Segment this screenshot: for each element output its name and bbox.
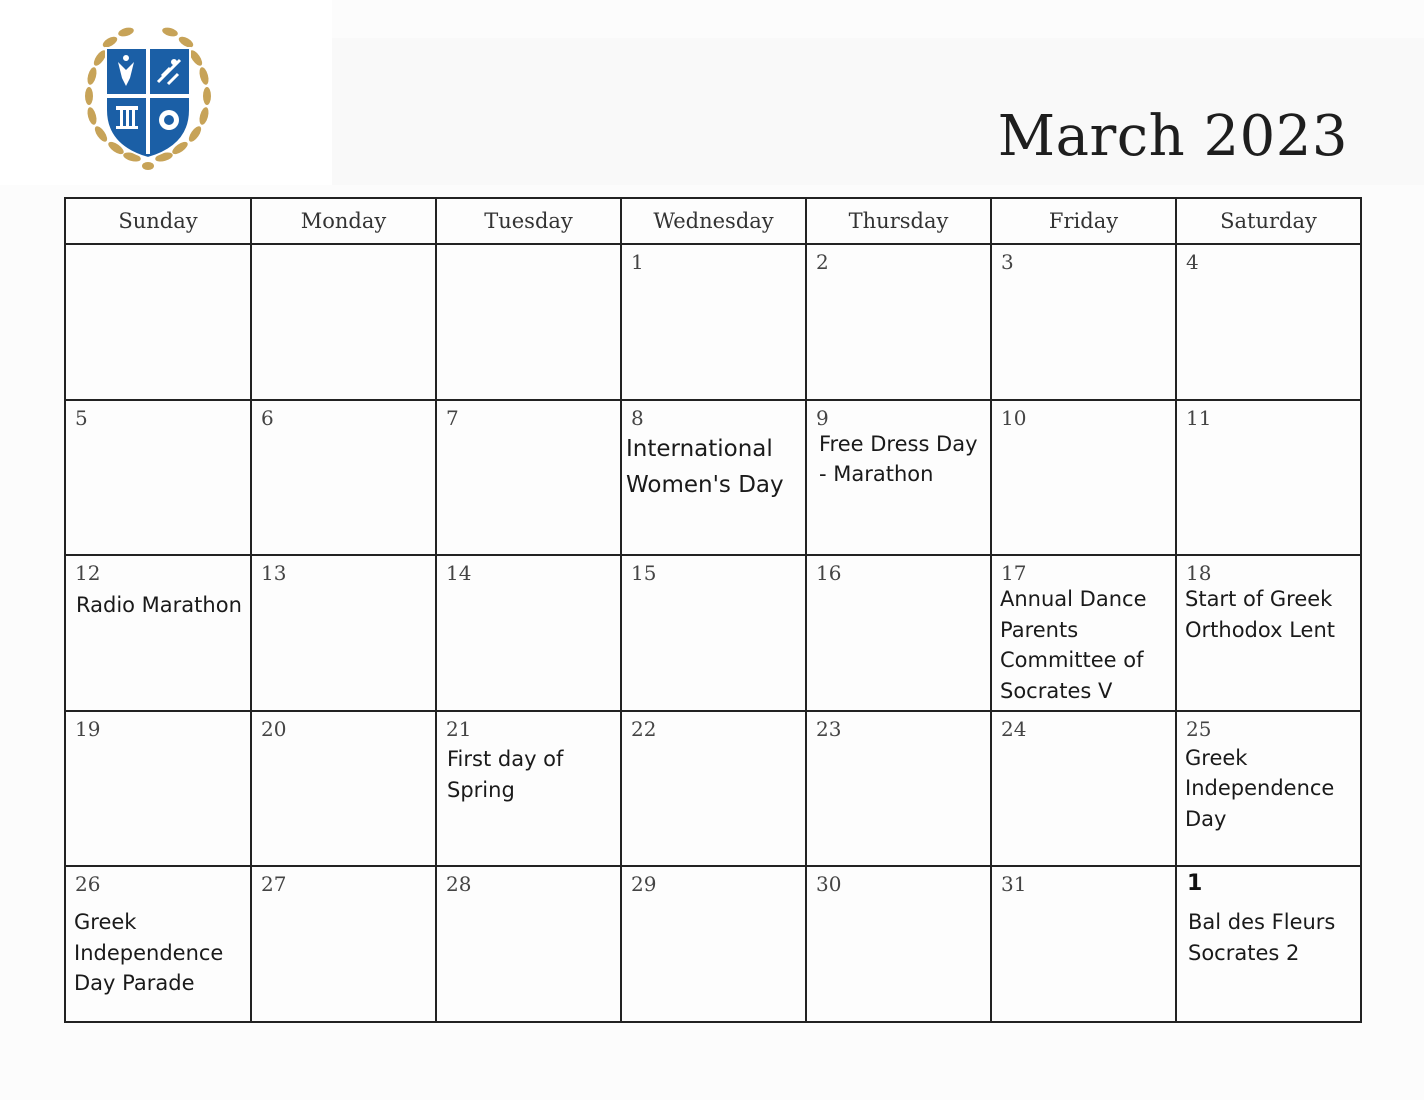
day-number: 8 [631, 405, 644, 430]
day-cell [622, 867, 807, 1023]
day-cell [66, 867, 252, 1023]
day-cell [252, 556, 437, 712]
day-number: 18 [1186, 561, 1212, 586]
weekday-header-monday: Monday [252, 199, 437, 245]
shield-icon [106, 48, 190, 158]
day-cell [66, 245, 252, 401]
day-number: 2 [816, 250, 829, 274]
day-cell [437, 867, 622, 1023]
day-cell [1177, 867, 1360, 1023]
day-cell [992, 556, 1177, 712]
day-number: 25 [1186, 716, 1212, 741]
calendar-event: Annual Dance Parents Committee of Socrates V [1000, 587, 1147, 703]
day-cell [622, 245, 807, 401]
weekday-header-wednesday: Wednesday [622, 199, 807, 245]
calendar-event: Free Dress Day - Marathon [819, 431, 978, 487]
day-number: 14 [446, 561, 472, 586]
day-cell [252, 867, 437, 1023]
day-cell [807, 401, 992, 557]
calendar-event: Start of Greek Orthodox Lent [1185, 587, 1335, 642]
day-number: 19 [75, 716, 101, 741]
day-cell [622, 556, 807, 712]
day-cell [807, 245, 992, 401]
day-number: 6 [261, 405, 274, 430]
day-number: 7 [446, 405, 459, 430]
weekday-header-thursday: Thursday [807, 199, 992, 245]
calendar-event: Greek Independence Day Parade [74, 910, 224, 996]
day-number: 11 [1186, 405, 1212, 430]
day-cell [437, 401, 622, 557]
day-cell [437, 245, 622, 401]
crest-logo-icon [70, 18, 226, 174]
calendar-event: Radio Marathon [76, 593, 242, 618]
day-cell [992, 245, 1177, 401]
day-number: 15 [631, 561, 657, 586]
page-title: March 2023 [997, 104, 1348, 169]
weekday-header-saturday: Saturday [1177, 199, 1360, 245]
weekday-header-sunday: Sunday [66, 199, 252, 245]
day-cell [66, 401, 252, 557]
day-cell [252, 401, 437, 557]
day-cell [992, 401, 1177, 557]
day-cell [992, 712, 1177, 868]
calendar-event: International Women's Day [626, 435, 784, 498]
day-number: 16 [816, 561, 842, 586]
day-number: 30 [816, 872, 842, 897]
day-cell [66, 712, 252, 868]
day-number: 28 [446, 872, 472, 897]
calendar-event: First day of Spring [447, 746, 564, 802]
day-number: 1 [631, 250, 644, 274]
day-number: 26 [75, 872, 101, 897]
day-number: 22 [631, 716, 657, 741]
month-calendar-grid [64, 197, 1362, 1023]
day-cell [437, 556, 622, 712]
weekday-header-tuesday: Tuesday [437, 199, 622, 245]
day-number: 29 [631, 872, 657, 897]
day-number: 20 [261, 716, 287, 741]
day-cell [1177, 401, 1360, 557]
weekday-header-friday: Friday [992, 199, 1177, 245]
day-cell [437, 712, 622, 868]
day-cell [992, 867, 1177, 1023]
day-cell [807, 712, 992, 868]
day-number: 27 [261, 872, 287, 897]
day-number: 4 [1186, 250, 1199, 274]
day-cell [252, 712, 437, 868]
day-cell [1177, 712, 1360, 868]
day-number: 9 [816, 405, 829, 430]
day-number: 3 [1001, 250, 1014, 274]
day-number: 17 [1001, 561, 1027, 586]
day-number: 1 [1187, 871, 1203, 897]
day-cell [1177, 245, 1360, 401]
calendar-event: Bal des Fleurs Socrates 2 [1188, 910, 1336, 965]
day-number: 13 [261, 561, 287, 586]
day-number: 21 [446, 716, 472, 741]
day-number: 31 [1001, 872, 1027, 897]
day-cell [1177, 556, 1360, 712]
day-cell [807, 556, 992, 712]
day-number: 12 [75, 561, 101, 586]
day-cell [66, 556, 252, 712]
day-cell [252, 245, 437, 401]
calendar-event: Greek Independence Day [1185, 745, 1335, 831]
day-cell [807, 867, 992, 1023]
day-number: 23 [816, 716, 842, 741]
day-number: 10 [1001, 405, 1027, 430]
day-number: 24 [1001, 716, 1027, 741]
day-cell [622, 712, 807, 868]
day-cell [622, 401, 807, 557]
day-number: 5 [75, 405, 88, 430]
